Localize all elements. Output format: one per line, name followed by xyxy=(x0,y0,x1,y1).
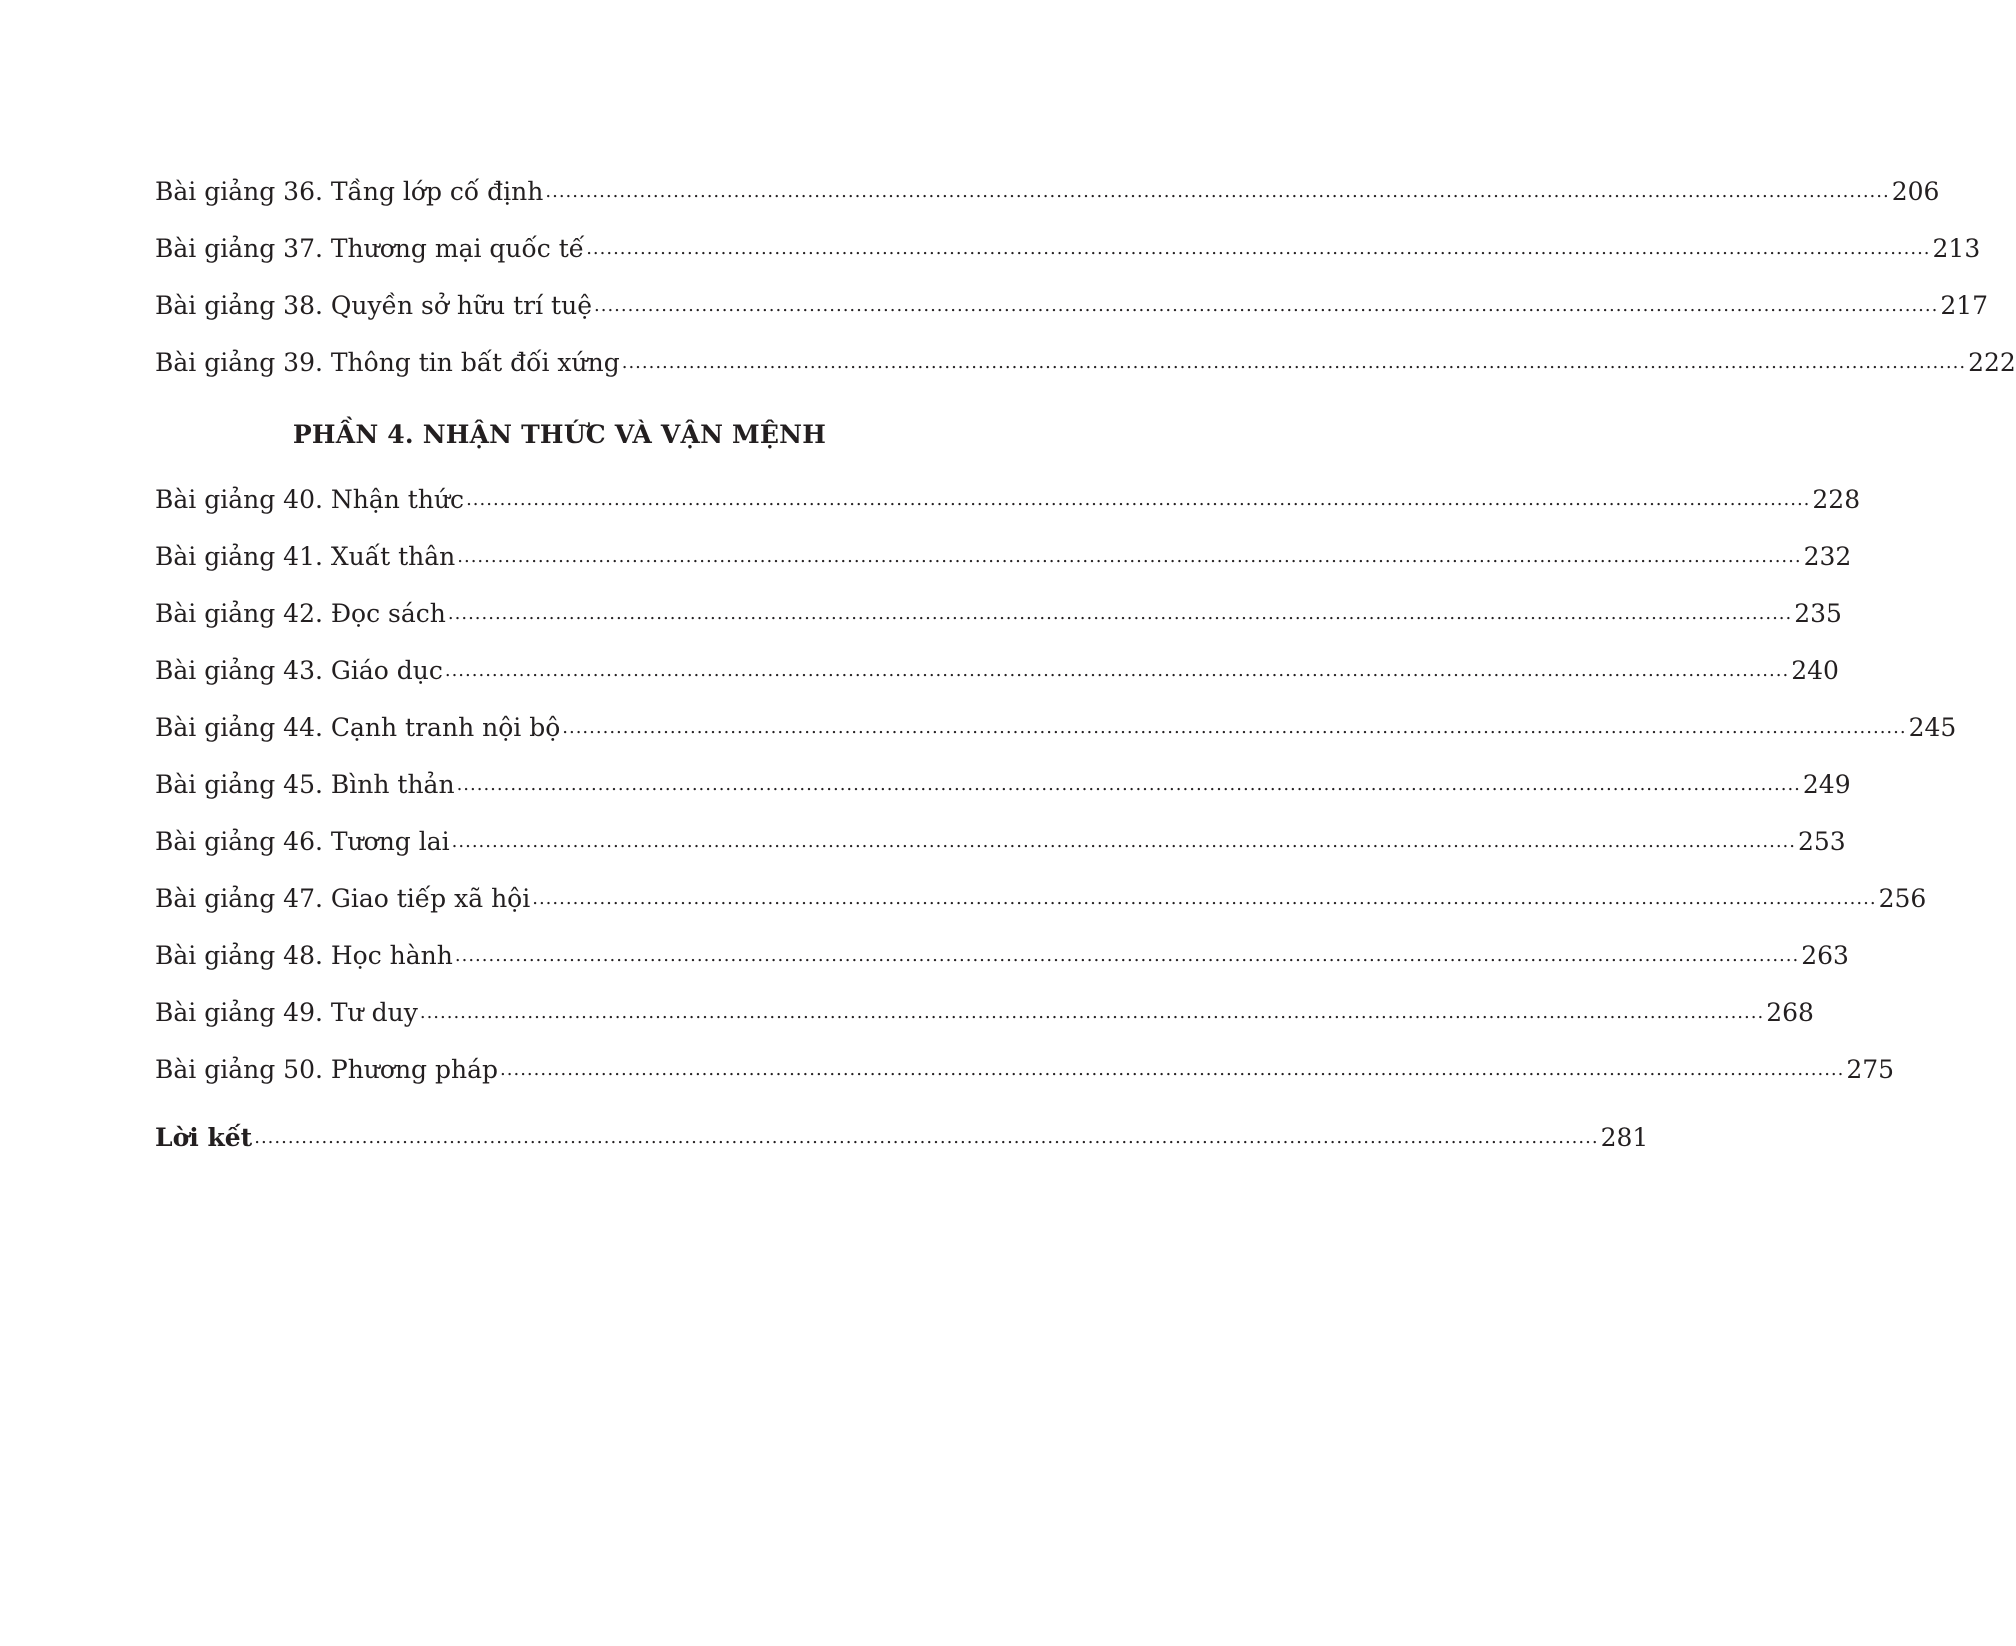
toc-entry-title: Bài giảng 48. Học hành xyxy=(155,941,453,970)
dot-leader: ........................................................................................................................................................................................................ xyxy=(456,774,1801,795)
toc-entry[interactable] xyxy=(155,857,1927,914)
toc-entry[interactable] xyxy=(155,321,2016,378)
toc-entry[interactable] xyxy=(155,743,1851,800)
toc-entry-title: Bài giảng 50. Phương pháp xyxy=(155,1055,499,1084)
dot-leader: ........................................................................................................................................................................................................ xyxy=(500,1059,1845,1080)
toc-entry[interactable] xyxy=(155,515,1852,572)
toc-group-part3-end xyxy=(155,150,2016,378)
dot-leader: ........................................................................................................................................................................................................ xyxy=(621,352,1967,373)
toc-entry-title: Bài giảng 38. Quyền sở hữu trí tuệ xyxy=(155,291,592,320)
toc-entry-page: 240 xyxy=(1791,656,1839,685)
toc-entry-title: Bài giảng 40. Nhận thức xyxy=(155,485,465,514)
dot-leader: ........................................................................................................................................................................................................ xyxy=(419,1002,1765,1023)
toc-entry-page: 275 xyxy=(1846,1055,1895,1084)
toc-entry-title: Bài giảng 46. Tương lai xyxy=(155,827,450,856)
toc-entry[interactable] xyxy=(155,207,1981,264)
toc-entry[interactable] xyxy=(155,1028,1895,1085)
dot-leader: ........................................................................................................................................................................................................ xyxy=(466,489,1811,510)
toc-entry-page: 249 xyxy=(1802,770,1851,799)
toc-entry-title: Bài giảng 47. Giao tiếp xã hội xyxy=(155,884,531,913)
toc-entry-page: 263 xyxy=(1801,941,1849,970)
toc-entry-title: Bài giảng 45. Bình thản xyxy=(155,770,455,799)
toc-entry[interactable] xyxy=(155,150,1940,207)
toc-entry[interactable] xyxy=(155,971,1814,1028)
toc-entry-title: Bài giảng 41. Xuất thân xyxy=(155,542,456,571)
toc-group-part4 xyxy=(155,458,1957,1085)
toc-entry[interactable] xyxy=(155,572,1842,629)
toc-entry-page: 253 xyxy=(1798,827,1846,856)
dot-leader: ........................................................................................................................................................................................................ xyxy=(545,181,1890,202)
dot-leader: ........................................................................................................................................................................................................ xyxy=(594,295,1939,316)
toc-entry[interactable] xyxy=(155,914,1849,971)
dot-leader: ........................................................................................................................................................................................................ xyxy=(451,831,1796,852)
toc-entry-title: Bài giảng 43. Giáo dục xyxy=(155,656,443,685)
toc-entry-title: Lời kết xyxy=(155,1123,253,1152)
toc-entry-page: 268 xyxy=(1766,998,1814,1027)
dot-leader: ........................................................................................................................................................................................................ xyxy=(254,1127,1599,1148)
dot-leader: ........................................................................................................................................................................................................ xyxy=(562,717,1907,738)
section-heading: PHẦN 4. NHẬN THỨC VÀ VẬN MỆNH xyxy=(292,420,827,449)
toc-entry-title: Bài giảng 36. Tầng lớp cố định xyxy=(155,177,544,206)
toc-entry-page: 232 xyxy=(1803,542,1852,571)
toc-entry-page: 245 xyxy=(1908,713,1957,742)
toc-entry[interactable] xyxy=(155,629,1839,686)
dot-leader: ........................................................................................................................................................................................................ xyxy=(454,945,1800,966)
toc-group-closing xyxy=(155,1096,1649,1153)
toc-entry-page: 217 xyxy=(1940,291,1989,320)
toc-entry-title: Bài giảng 44. Cạnh tranh nội bộ xyxy=(155,713,561,742)
toc-entry-title: Bài giảng 39. Thông tin bất đối xứng xyxy=(155,348,620,377)
toc-entry[interactable] xyxy=(155,800,1846,857)
toc-entry-title: Bài giảng 37. Thương mại quốc tế xyxy=(155,234,585,263)
toc-entry-page: 235 xyxy=(1794,599,1842,628)
toc-entry-page: 222 xyxy=(1968,348,2016,377)
toc-entry-page: 206 xyxy=(1891,177,1940,206)
toc-entry-title: Bài giảng 49. Tư duy xyxy=(155,998,418,1027)
toc-entry-page: 256 xyxy=(1878,884,1927,913)
dot-leader: ........................................................................................................................................................................................................ xyxy=(532,888,1877,909)
toc-entry[interactable] xyxy=(155,458,1861,515)
dot-leader: ........................................................................................................................................................................................................ xyxy=(586,238,1931,259)
dot-leader: ........................................................................................................................................................................................................ xyxy=(447,603,1793,624)
toc-entry-page: 228 xyxy=(1812,485,1861,514)
toc-entry-title: Bài giảng 42. Đọc sách xyxy=(155,599,446,628)
toc-entry[interactable] xyxy=(155,686,1957,743)
toc-entry-page: 213 xyxy=(1932,234,1981,263)
toc-entry-page: 281 xyxy=(1600,1123,1649,1152)
dot-leader: ........................................................................................................................................................................................................ xyxy=(457,546,1802,567)
toc-entry-closing[interactable] xyxy=(155,1096,1649,1153)
toc-entry[interactable] xyxy=(155,264,1989,321)
dot-leader: ........................................................................................................................................................................................................ xyxy=(444,660,1790,681)
